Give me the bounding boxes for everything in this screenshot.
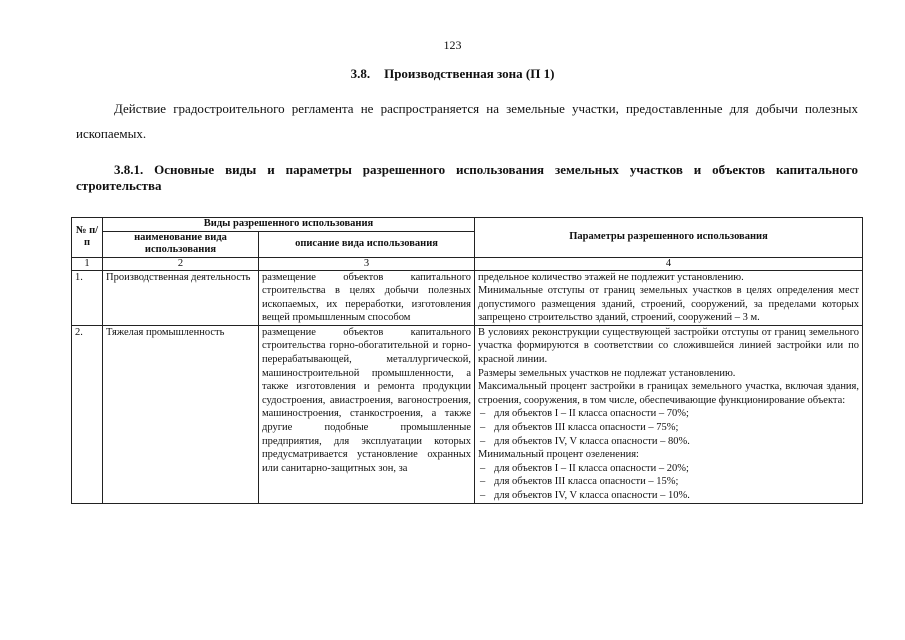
column-index: 3 [259,257,475,270]
parameter-line: Размеры земельных участков не подлежат установлению. [478,367,736,379]
table-row [72,270,863,325]
use-parameters [475,270,863,325]
max-build-list [478,407,859,448]
use-parameters [475,325,863,503]
use-type-description: размещение объектов капитального строительства в целях добычи полезных ископаемых, их переработки, изготовления вещей промышленным способом [259,270,475,325]
section-number: 3.8. [350,66,371,81]
use-type-name: Тяжелая промышленность [103,325,259,503]
column-index: 1 [72,257,103,270]
list-item: – для объектов IV, V класса опасности – 80%. [478,435,859,449]
column-index-row [72,257,863,270]
parameter-line: Максимальный процент застройки в границах земельного участка, включая здания, строения, сооружения, в том числе, обеспечивающие функционирование объекта: [478,381,860,406]
parameter-line: предельное количество этажей не подлежит установлению. [478,271,744,283]
use-type-description: размещение объектов капитального строительства горно-обогатительной и горно-перерабатывающей, металлургической, машиностроительной промышленности, а также изготовления и ремонта продукции судостроения, авиастроения, вагоностроения, машиностроения, станкостроения, а также другие подобные промышленные предприятия, для эксплуатации которых предусматривается установление охранных или санитарно-защитных зон, за [259,325,475,503]
regulation-table [71,217,863,504]
list-item: – для объектов IV, V класса опасности – 10%. [478,489,859,503]
column-index: 4 [475,257,863,270]
subsection-title-text: Основные виды и параметры разрешенного использования земельных участков и объектов капитального строительства [76,162,859,193]
header-num: № п/п [72,218,103,258]
parameter-line: Минимальные отступы от границ земельных участков в целях определения мест допустимого размещения зданий, строений, сооружений, за пределами которых запрещено строительство зданий, строений, сооружений – 3 м. [478,285,860,324]
subsection-number: 3.8.1. [114,162,144,177]
header-types-group: Виды разрешенного использования [103,218,475,232]
row-number: 1. [72,270,103,325]
intro-paragraph: Действие градостроительного регламента не распространяется на земельные участки, предоставленные для добычи полезных ископаемых. [76,101,858,141]
parameter-line: В условиях реконструкции существующей застройки отступы от границ земельного участка формируются в соответствии со сложившейся линией застройки или по красной линии. [478,326,860,366]
header-parameters: Параметры разрешенного использования [475,218,863,258]
subsection-title [76,162,858,194]
list-item: – для объектов I – II класса опасности – 70%; [478,407,859,421]
section-title-text: Производственная зона (П 1) [384,66,555,81]
header-type-name: наименование вида использования [103,231,259,257]
list-item: – для объектов I – II класса опасности – 20%; [478,462,859,476]
green-heading: Минимальный процент озеленения: [478,449,639,461]
column-index: 2 [103,257,259,270]
row-number: 2. [72,325,103,503]
green-list [478,462,859,503]
header-type-description: описание вида использования [259,231,475,257]
table-row [72,325,863,503]
page-number: 123 [443,38,462,52]
use-type-name: Производственная деятельность [103,270,259,325]
list-item: – для объектов III класса опасности – 75%; [478,421,859,435]
list-item: – для объектов III класса опасности – 15%; [478,475,859,489]
section-title [0,66,905,82]
